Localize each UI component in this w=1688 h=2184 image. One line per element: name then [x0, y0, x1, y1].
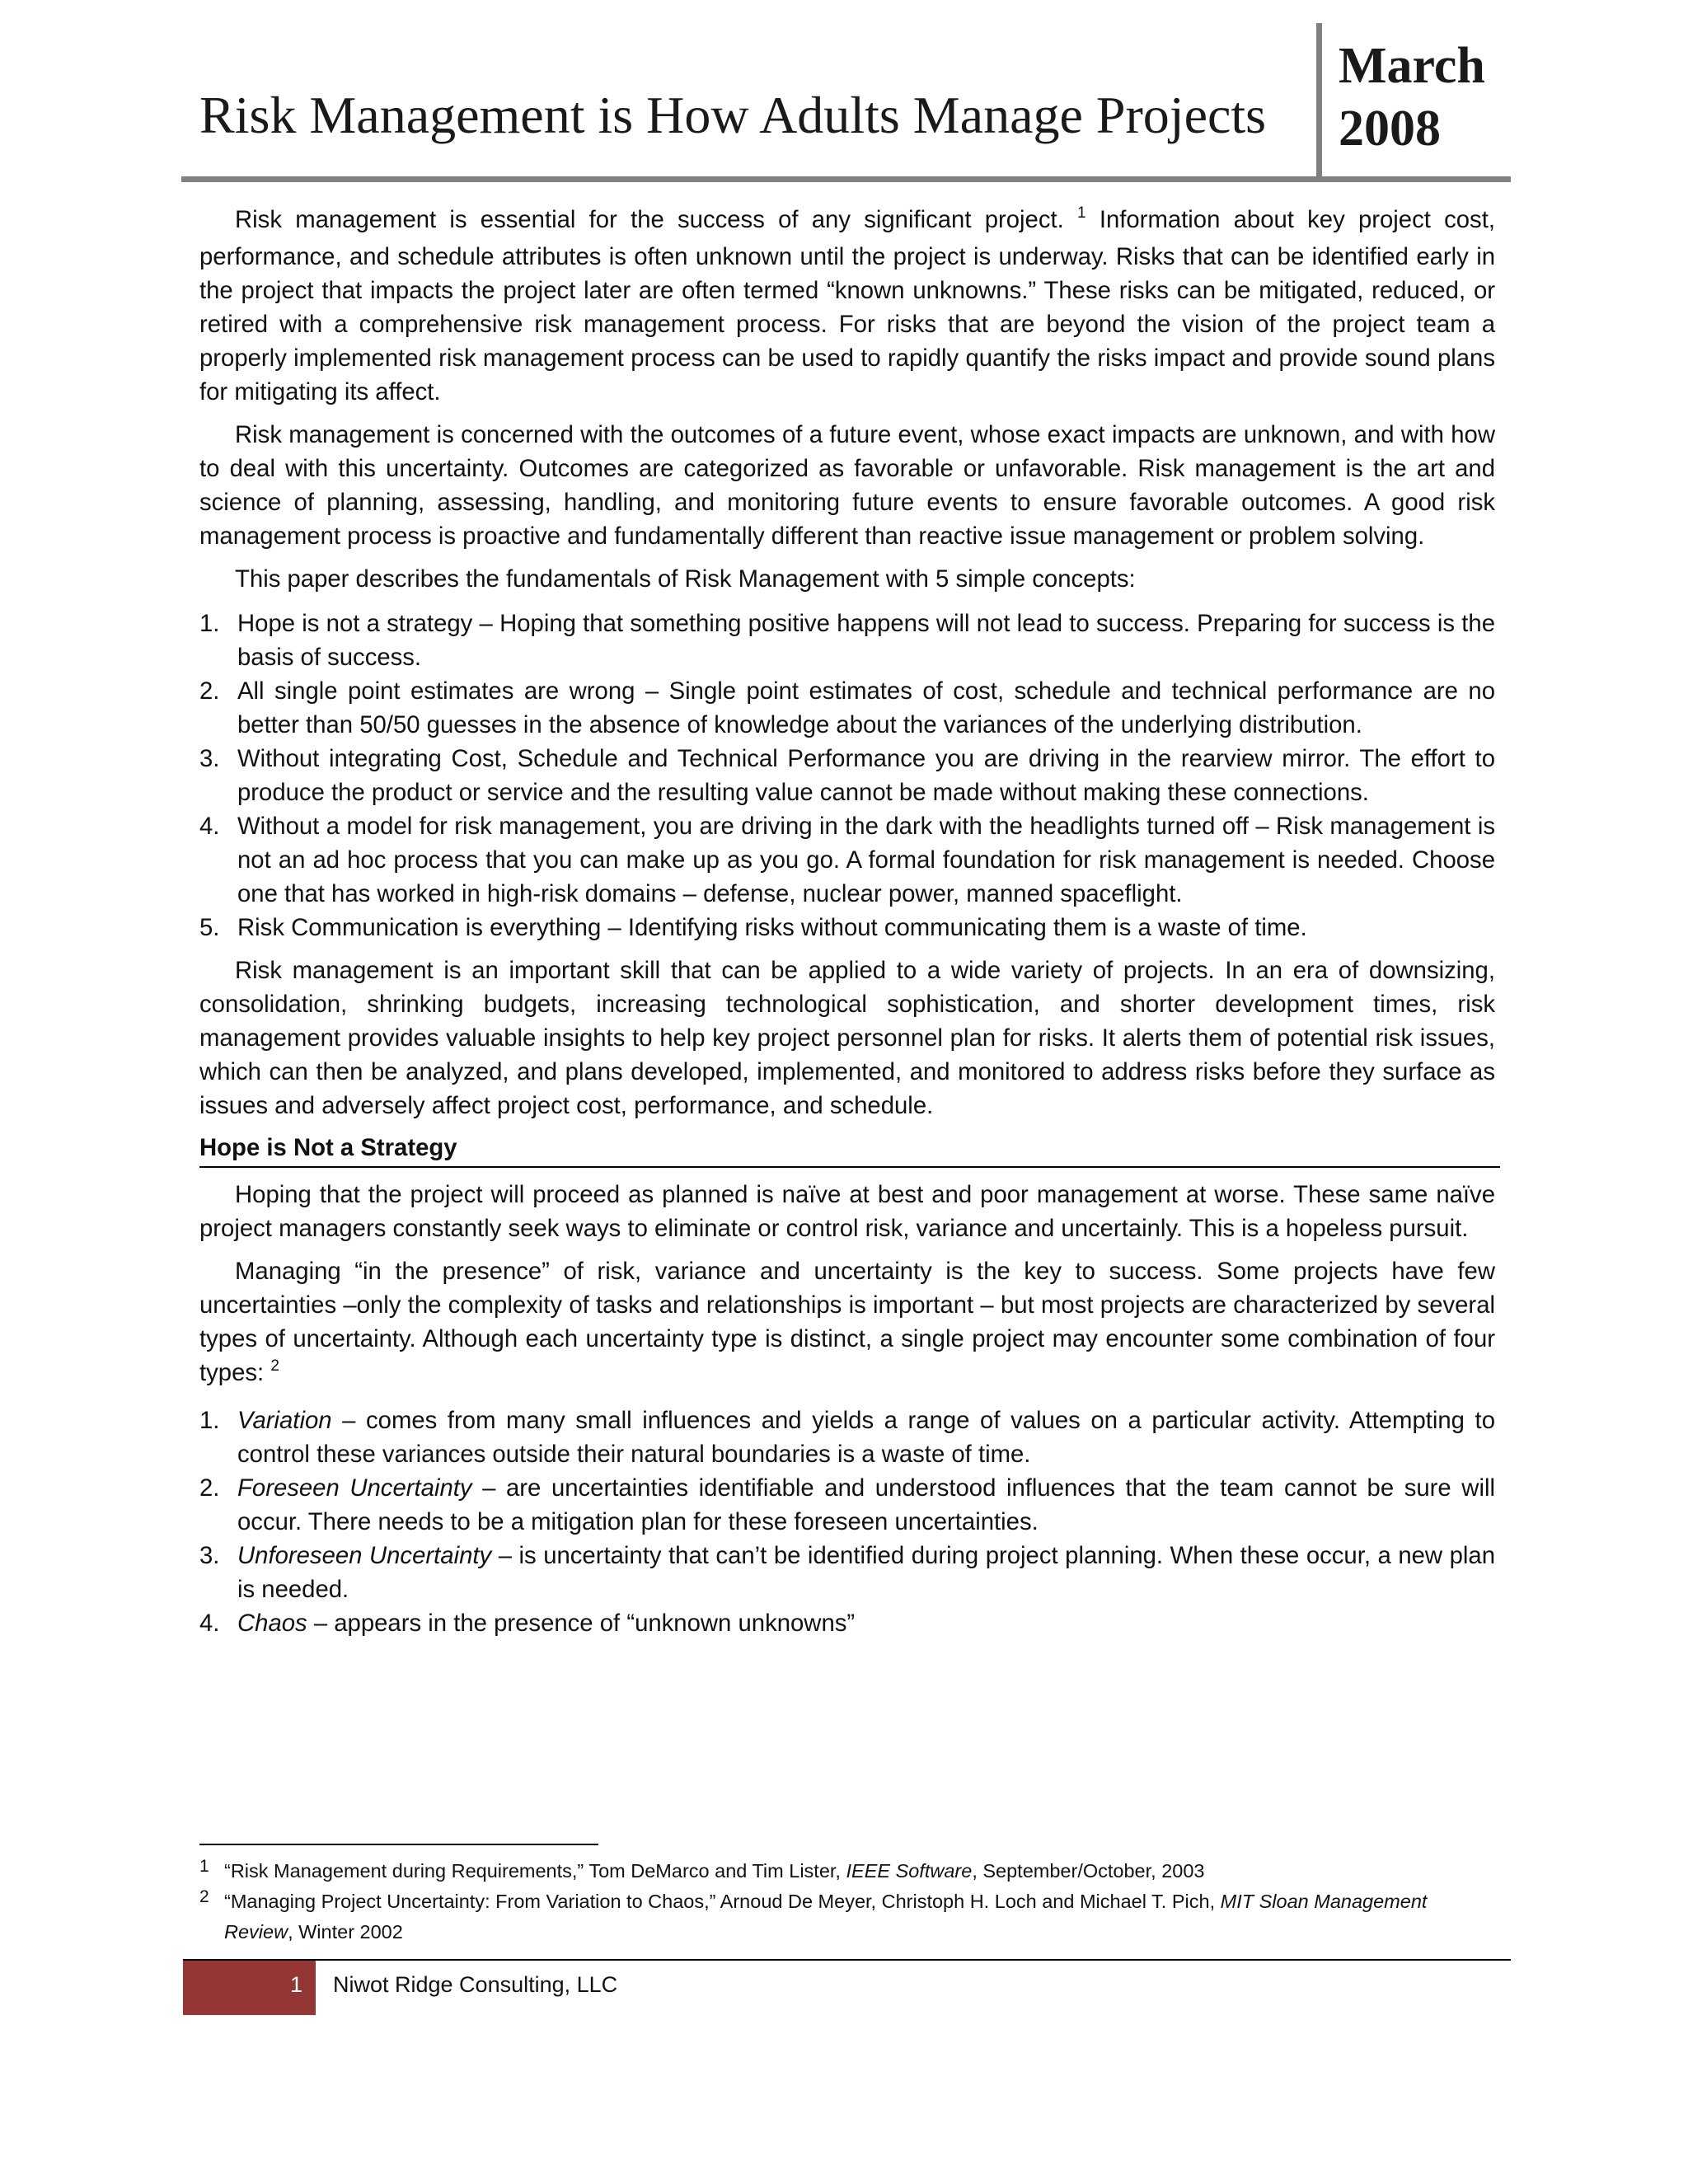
footnote-text: “Managing Project Uncertainty: From Variation to Chaos,” Arnoud De Meyer, Christoph H. Loch and Michael T. Pich, [224, 1891, 1221, 1912]
list-item [199, 742, 1495, 809]
list-item-text: Without a model for risk management, you are driving in the dark with the headlights turned off – Risk management is not an ad hoc process that you can make up as you go. A formal foundation for risk management is needed. Choose one that has worked in high-risk domains – defense, nuclear power, manned spaceflight. [237, 813, 1495, 907]
list-item-text: Without integrating Cost, Schedule and Technical Performance you are driving in the rearview mirror. The effort to produce the product or service and the resulting value cannot be made without making these connections. [237, 745, 1495, 806]
list-item-text: – is uncertainty that can’t be identified during project planning. When these occur, a new plan is needed. [237, 1542, 1496, 1603]
page-number: 1 [289, 1972, 302, 1997]
list-item [199, 607, 1495, 674]
list-item [199, 1606, 1495, 1640]
list-item-term: Foreseen Uncertainty [237, 1474, 472, 1502]
list-number: 3. [199, 745, 220, 772]
footnote-mark: 2 [199, 1887, 209, 1906]
section-heading-rule [199, 1132, 1500, 1168]
intro-paragraph-4: Risk management is an important skill that can be applied to a wide variety of projects. In an era of downsizing, consolidation, shrinking budgets, increasing technological sophistication, and shorter development times, risk management provides valuable insights to help key project personnel plan for risks. It alerts them of potential risk issues, which can then be analyzed, and plans developed, implemented, and monitored to address risks before they surface as issues and adversely affect project cost, performance, and schedule. [199, 957, 1495, 1119]
list-item-text: – are uncertainties identifiable and understood influences that the team cannot be sure will occur. There needs to be a mitigation plan for these foreseen uncertainties. [237, 1474, 1495, 1535]
list-number: 1. [199, 610, 220, 637]
list-number: 2. [199, 1474, 220, 1502]
intro-paragraph-1-text: Risk management is essential for the success of any significant project. [235, 206, 1078, 233]
header-rule [181, 176, 1511, 182]
list-number: 1. [199, 1407, 220, 1434]
list-number: 5. [199, 914, 220, 941]
footnote-1 [199, 1856, 1495, 1886]
list-item [199, 809, 1495, 911]
list-item [199, 674, 1495, 742]
footnote-publication: IEEE Software [846, 1860, 973, 1882]
footnote-mark: 1 [199, 1857, 209, 1876]
header-date [1339, 35, 1503, 160]
list-number: 4. [199, 813, 220, 840]
footnote-ref-1[interactable]: 1 [1077, 204, 1086, 222]
footnote-ref-2[interactable]: 2 [270, 1357, 279, 1375]
list-item-text: Risk Communication is everything – Identifying risks without communicating them is a waste of time. [237, 914, 1307, 941]
list-item [199, 911, 1495, 944]
intro-paragraph-3: This paper describes the fundamentals of Risk Management with 5 simple concepts: [235, 565, 1136, 593]
intro-paragraph-1-text-cont: Information about key project cost, performance, and schedule attributes is often unknown until the project is underway. Risks that can be identified early in the project that impacts the project later are often termed “known unknowns.” These risks can be mitigated, reduced, or retired with a comprehensive risk management process. For risks that are beyond the vision of the project team a properly implemented risk management process can be used to rapidly quantify the risks impact and provide sound plans for mitigating its affect. [199, 206, 1495, 405]
document-body [199, 203, 1495, 1649]
concepts-list [199, 607, 1495, 944]
footnote-2 [199, 1886, 1495, 1947]
section-paragraph-1: Hoping that the project will proceed as planned is naïve at best and poor management at worse. These same naïve project managers constantly seek ways to eliminate or control risk, variance and uncertainly. This is a hopeless pursuit. [199, 1181, 1495, 1242]
header-divider [1316, 23, 1322, 181]
list-item-text: – comes from many small influences and yields a range of values on a particular activity. Attempting to control these variances outside their natural boundaries is a waste of time. [237, 1407, 1495, 1468]
footer-rule [183, 1959, 1511, 1961]
list-item-term: Unforeseen Uncertainty [237, 1542, 492, 1569]
list-item [199, 1404, 1495, 1471]
uncertainty-types-list [199, 1404, 1495, 1640]
header-date-month: March [1339, 38, 1485, 94]
section-heading: Hope is Not a Strategy [199, 1134, 457, 1161]
list-item-text: – appears in the presence of “unknown unknowns” [307, 1610, 856, 1637]
header-date-year: 2008 [1339, 101, 1441, 157]
list-number: 4. [199, 1610, 220, 1637]
footnote-publication: MIT Sloan Management Review [224, 1891, 1428, 1943]
footnote-text-end: , September/October, 2003 [972, 1860, 1205, 1882]
footnote-text: “Risk Management during Requirements,” Tom DeMarco and Tim Lister, [224, 1860, 846, 1882]
intro-paragraph-2: Risk management is concerned with the outcomes of a future event, whose exact impacts are unknown, and with how to deal with this uncertainty. Outcomes are categorized as favorable or unfavorable. Risk management is the art and science of planning, assessing, handling, and monitoring future events to ensure favorable outcomes. A good risk management process is proactive and fundamentally different than reactive issue management or problem solving. [199, 421, 1495, 550]
intro-paragraph-1 [199, 203, 1495, 409]
footer-company: Niwot Ridge Consulting, LLC [333, 1972, 618, 1997]
footnote-text-end: , Winter 2002 [288, 1921, 403, 1943]
list-item [199, 1539, 1495, 1606]
list-number: 3. [199, 1542, 220, 1569]
page-title: Risk Management is How Adults Manage Projects [199, 86, 1267, 144]
list-item-term: Chaos [237, 1610, 307, 1637]
list-item-term: Variation [237, 1407, 332, 1434]
section-paragraph-2-text: Managing “in the presence” of risk, variance and uncertainty is the key to success. Some projects have few uncertainties –only the complexity of tasks and relationships is important – but most projects are characterized by several types of uncertainty. Although each uncertainty type is distinct, a single project may encounter some combination of four types: [199, 1258, 1495, 1386]
list-item-text: All single point estimates are wrong – Single point estimates of cost, schedule and technical performance are no better than 50/50 guesses in the absence of knowledge about the variances of the underlying distribution. [237, 677, 1495, 738]
list-item-text: Hope is not a strategy – Hoping that something positive happens will not lead to success. Preparing for success is the basis of success. [237, 610, 1495, 671]
footnotes [199, 1856, 1495, 1947]
section-paragraph-2 [199, 1254, 1495, 1393]
footnote-separator [199, 1844, 598, 1845]
list-number: 2. [199, 677, 220, 705]
list-item [199, 1471, 1495, 1539]
